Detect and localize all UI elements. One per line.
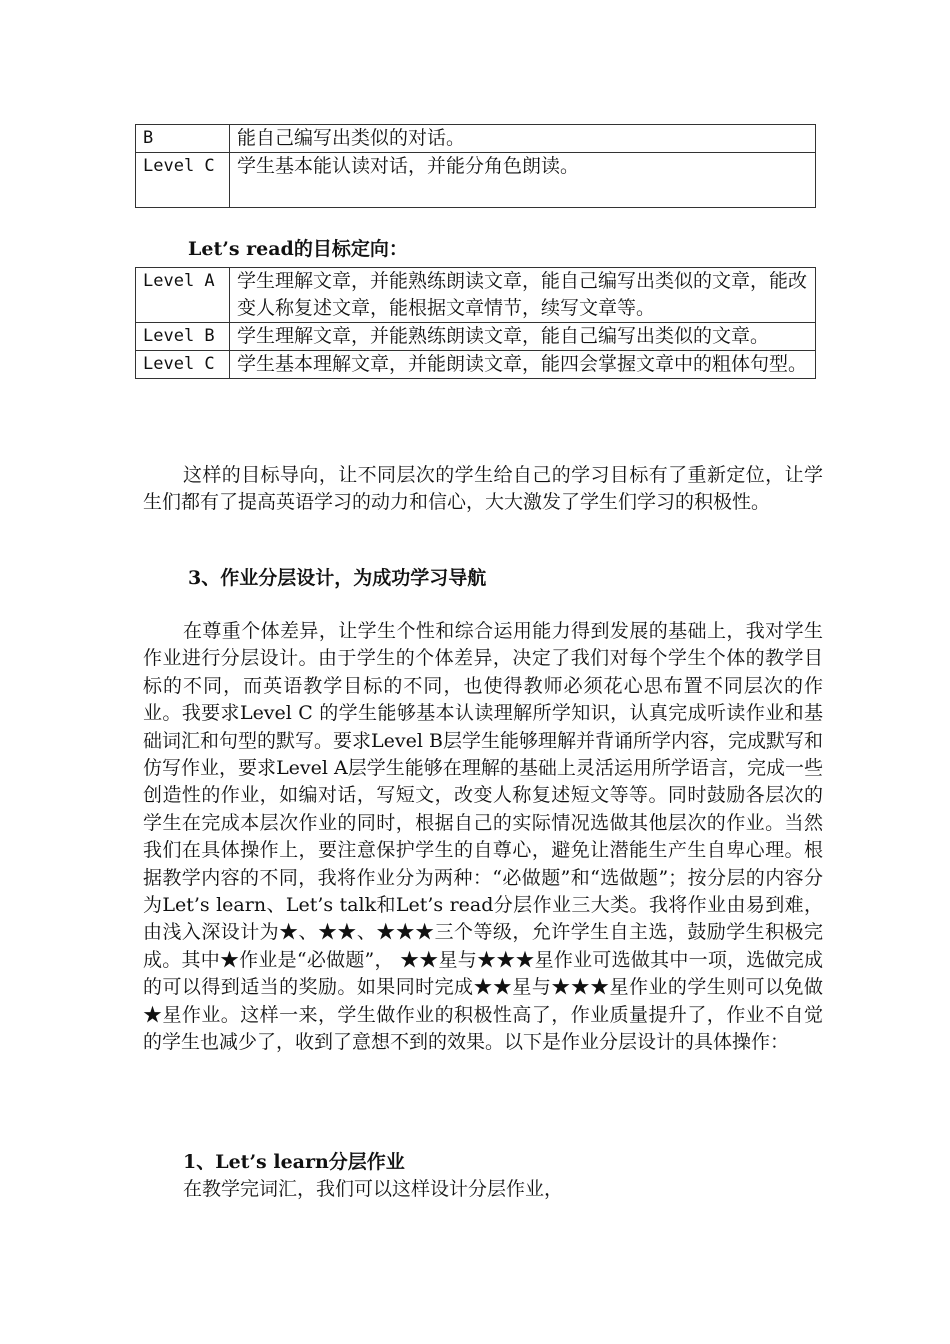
level-table-talk (135, 124, 816, 208)
paragraph-vocab-homework: 在教学完词汇，我们可以这样设计分层作业， (183, 1178, 564, 1200)
level-cell: Level B (136, 323, 230, 351)
table-row (136, 268, 816, 323)
level-cell: B (136, 125, 230, 153)
level-table-read (135, 267, 816, 379)
description-cell: 学生理解文章，并能熟练朗读文章，能自己编写出类似的文章。 (230, 323, 816, 351)
paragraph-goal-orientation: 这样的目标导向，让不同层次的学生给自己的学习目标有了重新定位，让学生们都有了提高英语学习的动力和信心，大大激发了学生们学习的积极性。 (143, 464, 823, 514)
description-cell: 学生基本能认读对话，并能分角色朗读。 (230, 153, 816, 208)
description-cell: 学生基本理解文章，并能朗读文章，能四会掌握文章中的粗体句型。 (230, 351, 816, 379)
level-cell: Level C (136, 351, 230, 379)
subheading-lets-learn: 1、Let’s learn分层作业 (183, 1151, 405, 1173)
level-cell: Level C (136, 153, 230, 208)
table-row (136, 351, 816, 379)
section-heading: 3、作业分层设计，为成功学习导航 (188, 567, 487, 589)
paragraph-homework-design: 在尊重个体差异，让学生个性和综合运用能力得到发展的基础上，我对学生作业进行分层设计。由于学生的个体差异，决定了我们对每个学生个体的教学目标的不同，而英语教学目标的不同，也使得教师必须花心思布置不同层次的作业。我要求Level C 的学生能够基本认读理解所学知识，认真完成听读作业和基础词汇和句型的默写。要求Level B层学生能够理解并背诵所学内容，完成默写和仿写作业，要求Level A层学生能够在理解的基础上灵活运用所学语言，完成一些创造性的作业，如编对话，写短文，改变人称复述短文等等。同时鼓励各层次的学生在完成本层次作业的同时，根据自己的实际情况选做其他层次的作业。当然我们在具体操作上，要注意保护学生的自尊心，避免让潜能生产生自卑心理。根据教学内容的不同，我将作业分为两种：“必做题”和“选做题”；按分层的内容分为Let’s learn、Let’s talk和Let’s read分层作业三大类。我将作业由易到难，由浅入深设计为★、★★、★★★三个等级，允许学生自主选，鼓励学生积极完成。其中★作业是“必做题”， ★★星与★★★星作业可选做其中一项，选做完成的可以得到适当的奖励。如果同时完成★★星与★★★星作业的学生则可以免做★星作业。这样一来，学生做作业的积极性高了，作业质量提升了，作业不自觉的学生也减少了，收到了意想不到的效果。以下是作业分层设计的具体操作： (143, 620, 823, 1054)
table-row (136, 323, 816, 351)
description-cell: 学生理解文章，并能熟练朗读文章，能自己编写出类似的文章，能改变人称复述文章，能根据文章情节，续写文章等。 (230, 268, 816, 323)
table-row (136, 125, 816, 153)
level-cell: Level A (136, 268, 230, 323)
table-row (136, 153, 816, 208)
lets-read-caption: Let’s read的目标定向： (188, 238, 408, 260)
description-cell: 能自己编写出类似的对话。 (230, 125, 816, 153)
